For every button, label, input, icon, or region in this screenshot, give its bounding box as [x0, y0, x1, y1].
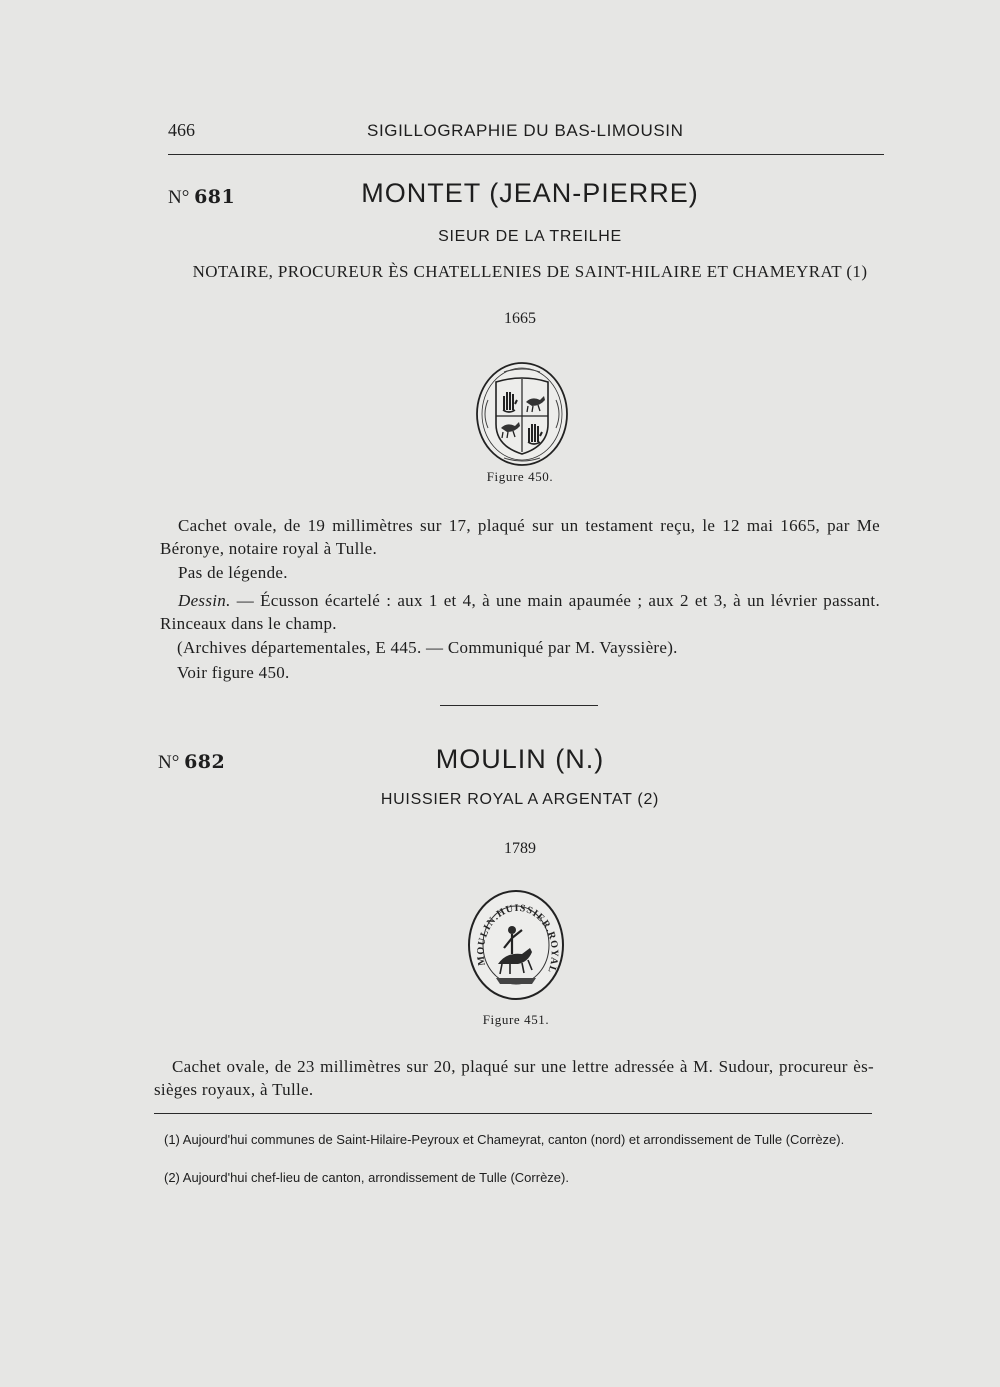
entry-682-paragraph-1: Cachet ovale, de 23 millimètres sur 20, plaqué sur une lettre adressée à M. Sudour, procureur ès-sièges royaux, à Tulle. — [154, 1057, 874, 1099]
entry-681-paragraph-4: (Archives départementales, E 445. — Communiqué par M. Vayssière). — [177, 638, 678, 657]
entry-681-number-value: 681 — [194, 186, 236, 208]
seal-681-drawing — [474, 360, 570, 468]
entry-681-paragraph-1: Cachet ovale, de 19 millimètres sur 17, plaqué sur un testament reçu, le 12 mai 1665, par Me Béronye, notaire royal à Tulle. — [160, 516, 880, 558]
entry-681-paragraph-3 — [160, 589, 880, 635]
running-title: SIGILLOGRAPHIE DU BAS-LIMOUSIN — [367, 121, 684, 140]
seal-681-image — [474, 360, 570, 468]
entry-681-year: 1665 — [504, 310, 536, 327]
entry-681-number-prefix: N° — [168, 187, 190, 208]
page-number: 466 — [168, 120, 195, 140]
entry-682-number — [158, 751, 225, 774]
figure-451-caption: Figure 451. — [482, 1012, 550, 1027]
dessin-label: Dessin. — [178, 591, 231, 610]
entry-682-office: HUISSIER ROYAL A ARGENTAT (2) — [380, 791, 660, 808]
header-rule — [168, 154, 884, 155]
entry-681-subtitle: SIEUR DE LA TREILHE — [438, 228, 622, 245]
entry-682-year: 1789 — [504, 840, 536, 857]
entry-681-title: MONTET (JEAN-PIERRE) — [361, 178, 699, 208]
entry-681-number — [168, 186, 235, 209]
entry-681-paragraph-5: Voir figure 450. — [177, 663, 290, 682]
entry-681-office: NOTAIRE, PROCUREUR ÈS CHATELLENIES DE SAINT-HILAIRE ET CHAMEYRAT (1) — [192, 262, 868, 281]
footnote-2: (2) Aujourd'hui chef-lieu de canton, arrondissement de Tulle (Corrèze). — [164, 1170, 569, 1185]
seal-682-drawing — [466, 888, 566, 1002]
entry-682-number-value: 682 — [184, 751, 226, 773]
footnote-1: (1) Aujourd'hui communes de Saint-Hilaire-Peyroux et Chameyrat, canton (nord) et arrondissement de Tulle (Corrèze). — [164, 1132, 845, 1147]
entry-682-title: MOULIN (N.) — [435, 744, 605, 774]
seal-682-legend: MOULIN.HUISSIER.ROYAL — [475, 902, 560, 975]
entry-682-number-prefix: N° — [158, 752, 180, 773]
seal-682-image — [466, 888, 566, 1002]
entry-681-paragraph-2: Pas de légende. — [178, 563, 288, 582]
entry-separator — [440, 705, 598, 706]
dessin-text: — Écusson écartelé : aux 1 et 4, à une main apaumée ; aux 2 et 3, à un lévrier passant. Rinceaux dans le champ. — [160, 591, 880, 633]
footnote-rule — [154, 1113, 872, 1114]
figure-450-caption: Figure 450. — [486, 469, 554, 484]
